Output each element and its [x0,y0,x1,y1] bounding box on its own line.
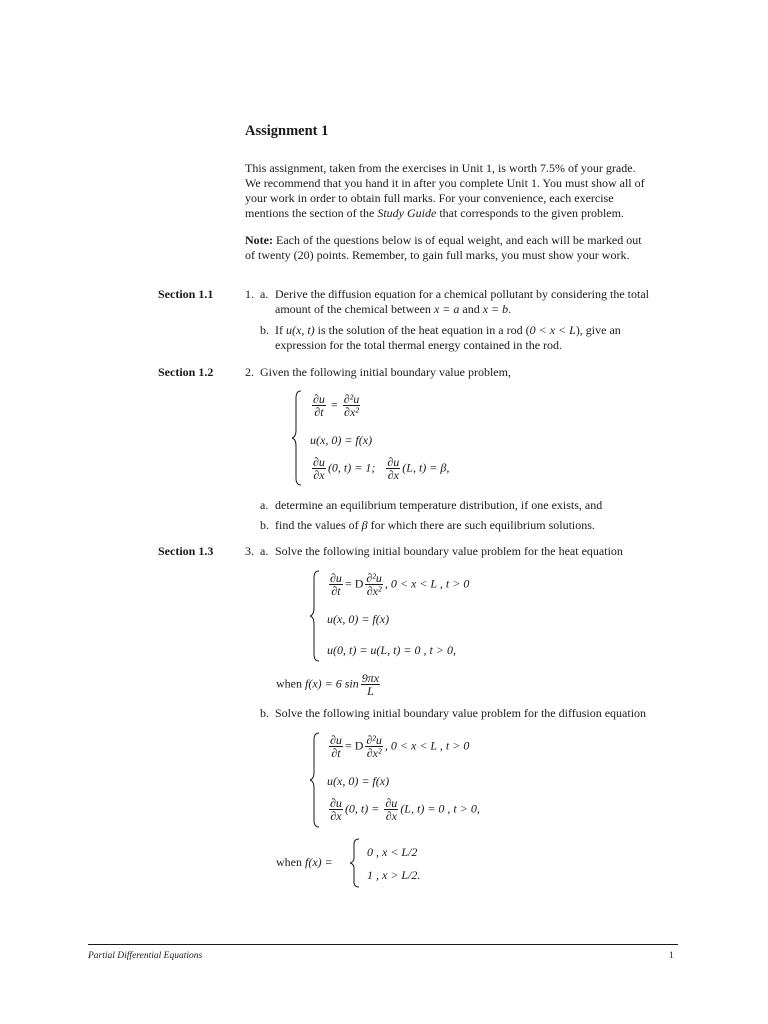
section-label: Section 1.3 [158,544,214,558]
footer-divider [88,944,678,945]
question-number: 1. [245,287,254,301]
initial-condition: u(x, 0) = f(x) [327,612,390,626]
intro-line: We recommend that you hand it in after you complete Unit 1. You must show all of [245,176,645,190]
question-2b: b. find the values of β for which there are such equilibrium solutions. [260,518,595,532]
footer-title: Partial Differential Equations [88,951,203,961]
intro-paragraph [245,161,685,221]
section-label: Section 1.2 [158,365,214,379]
note-line: Note: Each of the questions below is of equal weight, and each will be marked out [245,233,642,247]
sub-label: a. [260,287,269,301]
boundary-condition: u(0, t) = u(L, t) = 0 , t > 0, [327,643,456,657]
note-paragraph [245,233,685,263]
question-1a-line2: amount of the chemical between x = a and x = b. [275,302,512,316]
left-brace-icon [292,390,302,486]
note-line: of twenty (20) points. Remember, to gain full marks, you must show your work. [245,248,630,262]
heat-pde: $\frac{\partial u}{\partial t}$ = D $\frac{\text{∂²u}}{\text{∂x²}}$ , 0 < x < L , t > 0 [330,571,470,598]
question-3b: b. Solve the following initial boundary value problem for the diffusion equation [260,706,647,720]
diffusion-pde: $\frac{\partial u}{\partial t}$ = D $\frac{\text{∂²u}}{\text{∂x²}}$ , 0 < x < L , t > 0 [330,733,470,760]
initial-condition: u(x, 0) = f(x) [327,774,390,788]
intro-line: mentions the section of the Study Guide that corresponds to the given problem. [245,206,624,220]
left-brace-icon [310,570,320,662]
when-clause: when f(x) = [276,855,333,869]
left-brace-icon [350,838,360,888]
page-number: 1 [669,951,674,961]
question-3: 3. a. Solve the following initial boundary value problem for the heat equation [245,544,623,558]
pde-equation: $\frac{\partial u}{\partial t}$ = $\frac{\text{∂²u}}{\text{∂x²}}$ [313,392,360,419]
intro-line: your work in order to obtain full marks. For your convenience, each exercise [245,191,614,205]
question-1b-line2: expression for the total thermal energy contained in the rod. [275,338,563,352]
question-1: 1. a. Derive the diffusion equation for a chemical pollutant by considering the total [245,287,650,301]
piecewise-case: 0 , x < L/2 [367,845,418,859]
page-title: Assignment 1 [245,123,329,139]
boundary-conditions: $\frac{\partial u}{\partial x}$ (0, t) = 1; $\frac{\partial u}{\partial x}$ (L, t) = β, [313,455,450,482]
intro-line: This assignment, taken from the exercises in Unit 1, is worth 7.5% of your grade. [245,161,636,175]
section-label: Section 1.1 [158,287,214,301]
question-2: 2. Given the following initial boundary value problem, [245,365,511,379]
piecewise-case: 1 , x > L/2. [367,868,421,882]
left-brace-icon [310,732,320,828]
question-2a: a. determine an equilibrium temperature distribution, if one exists, and [260,498,603,512]
when-clause: when f(x) = 6 sin $\frac{9\pi x}{L}$ [276,671,380,698]
note-label: Note: [245,233,273,247]
initial-condition: u(x, 0) = f(x) [310,433,373,447]
question-1b: b. If u(x, t) is the solution of the heat equation in a rod (0 < x < L), give an [260,323,621,337]
neumann-boundary-condition: $\frac{\partial u}{\partial x}$ (0, t) = $\frac{\partial u}{\partial x}$ (L, t) = 0 , t > 0, [330,796,480,823]
study-guide-emphasis: Study Guide [377,206,437,220]
